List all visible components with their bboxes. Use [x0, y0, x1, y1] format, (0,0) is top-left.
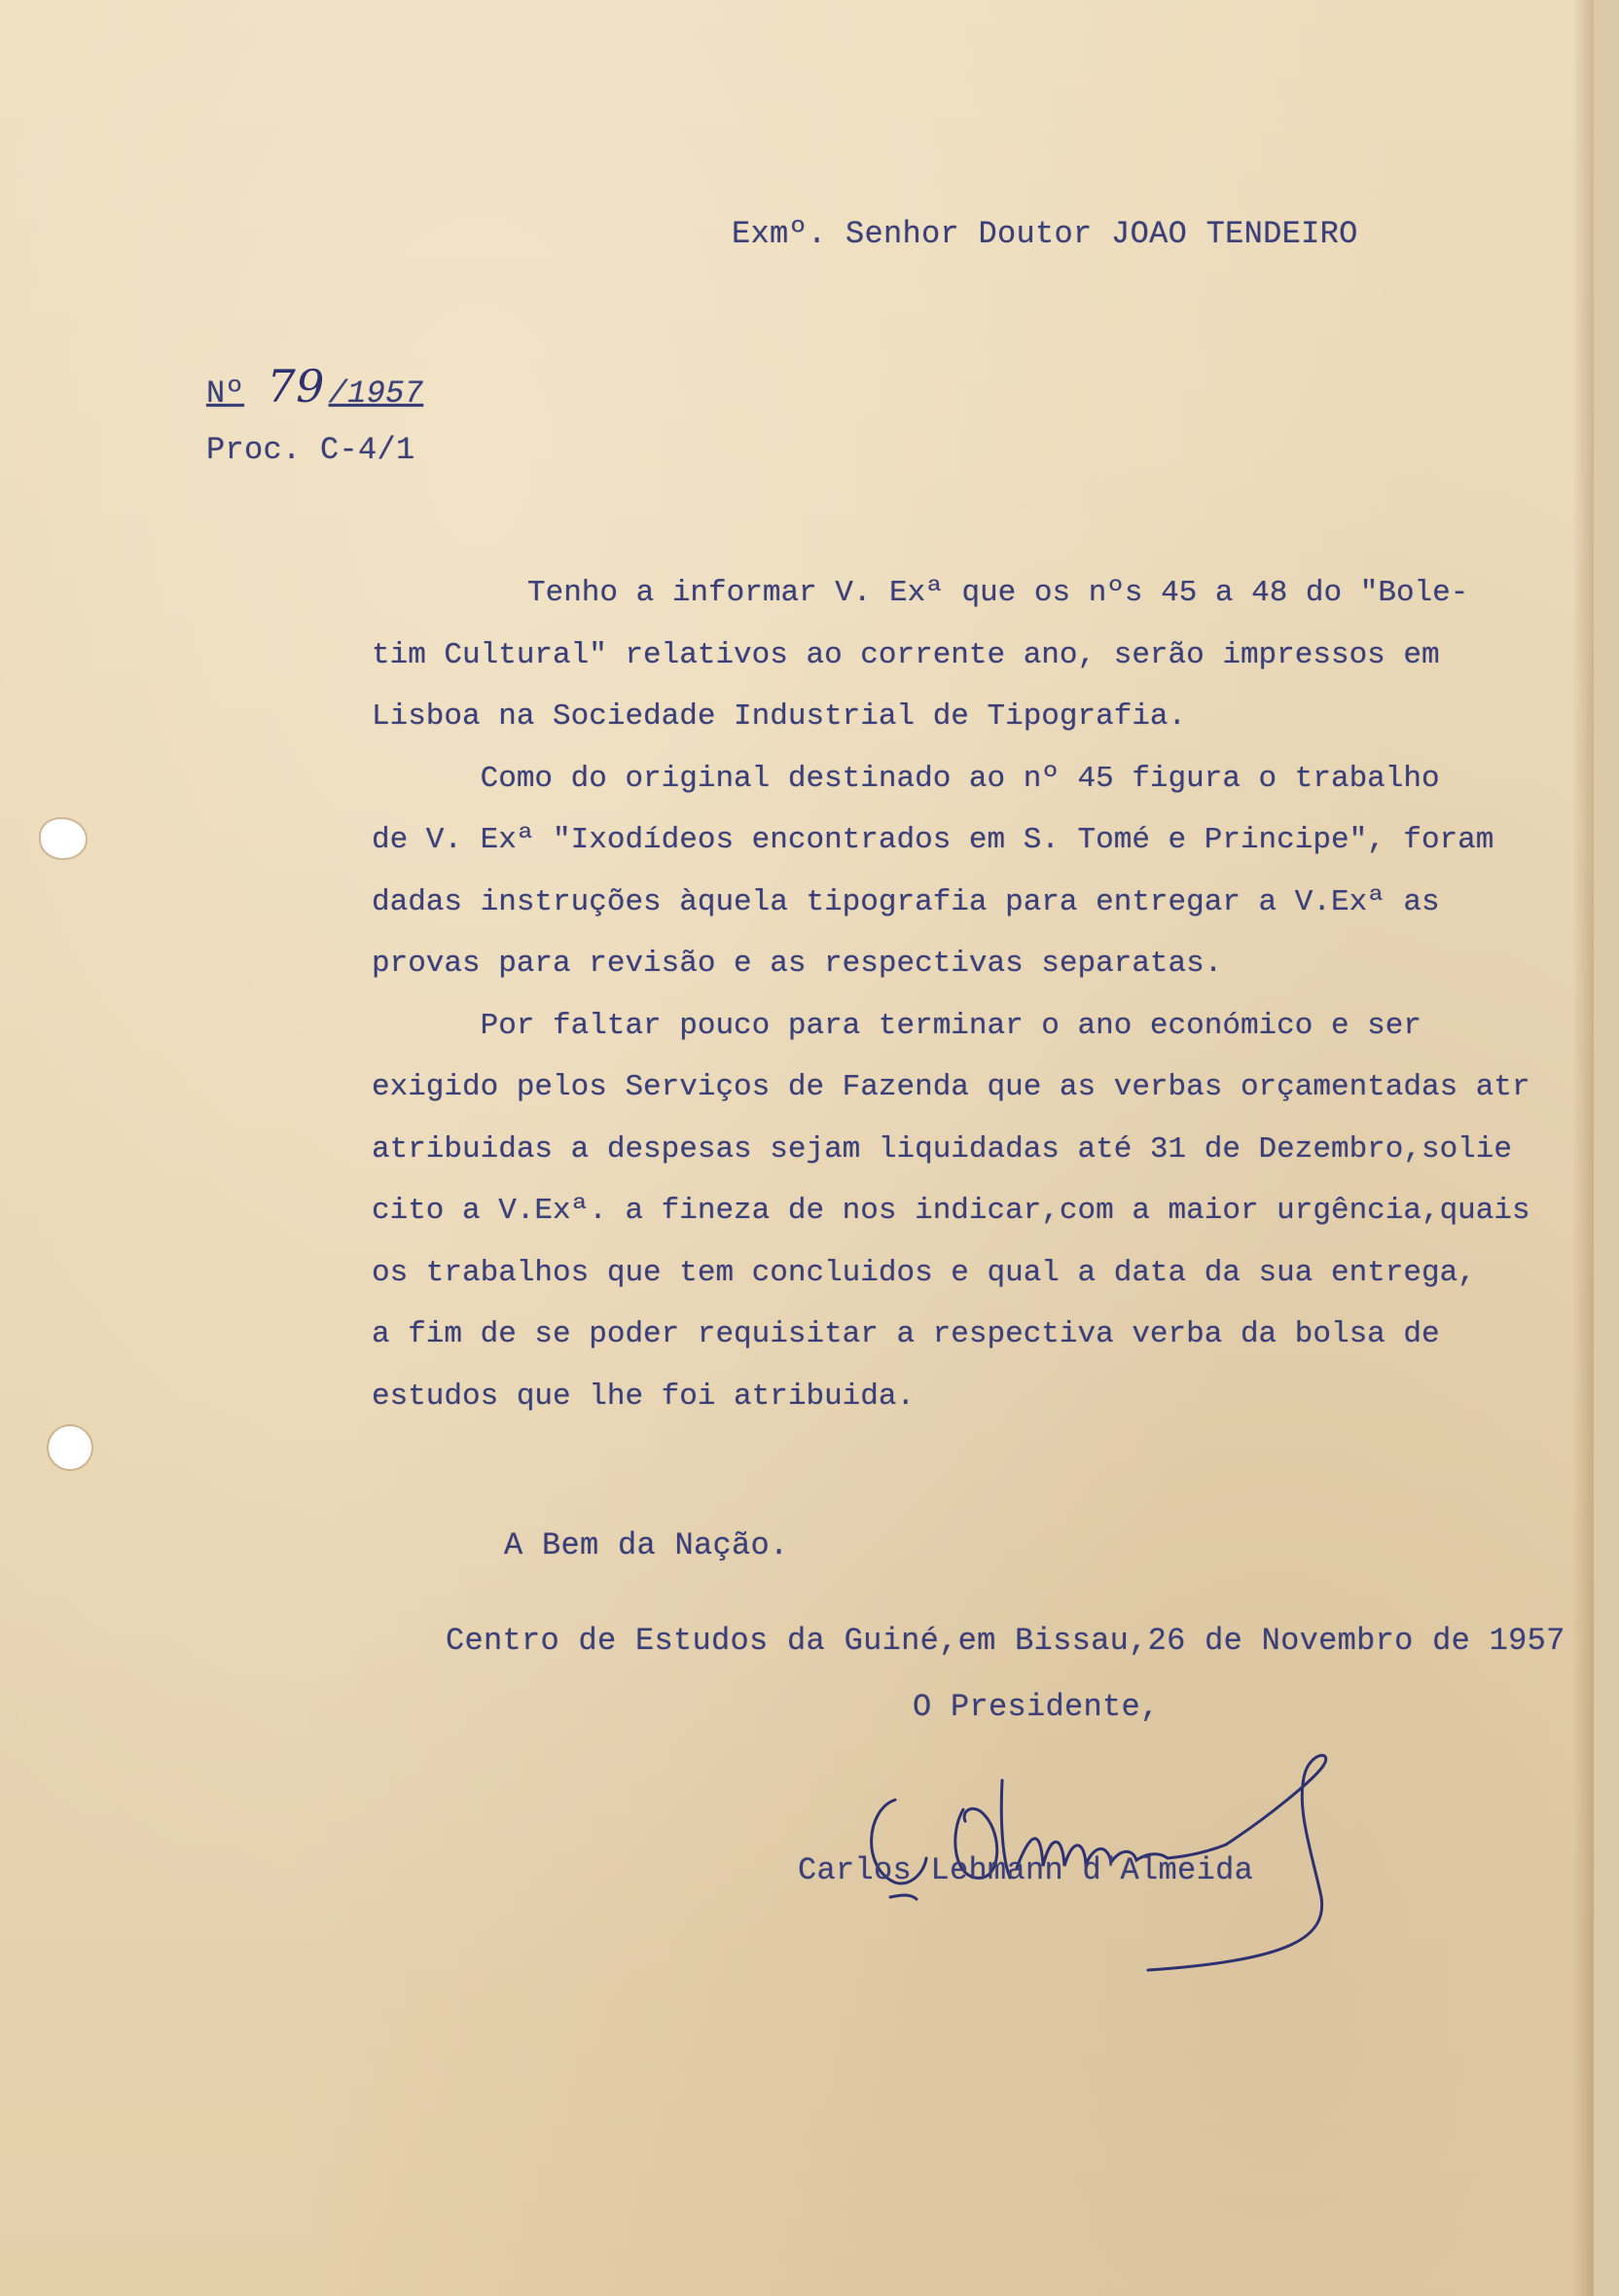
addressee-line: Exmº. Senhor Doutor JOAO TENDEIRO: [732, 216, 1358, 252]
reference-handwritten-number: 79: [267, 360, 325, 413]
letter-body: [372, 562, 1568, 1427]
closing-salutation: A Bem da Nação.: [504, 1527, 789, 1563]
page-edge-shadow: [1572, 0, 1594, 2296]
punch-hole-top: [41, 819, 86, 858]
body-line: provas para revisão e as respectivas separatas.: [372, 947, 1223, 981]
body-line: atribuidas a despesas sejam liquidadas até 31 de Dezembro,solie: [372, 1131, 1512, 1166]
body-line: dadas instruções àquela tipografia para entregar a V.Exª as: [372, 884, 1440, 919]
body-line: estudos que lhe foi atribuida.: [372, 1379, 916, 1414]
punch-hole-bottom: [49, 1426, 91, 1469]
body-line: a fim de se poder requisitar a respectiva verba da bolsa de: [372, 1317, 1440, 1351]
body-line: tim Cultural" relativos ao corrente ano, serão impressos em: [372, 637, 1440, 672]
place-and-date: Centro de Estudos da Guiné,em Bissau,26 de Novembro de 1957: [446, 1623, 1565, 1659]
body-line: Como do original destinado ao nº 45 figura o trabalho: [372, 761, 1440, 796]
body-line: Lisboa na Sociedade Industrial de Tipografia.: [372, 700, 1187, 734]
reference-year: /1957: [328, 376, 424, 412]
reference-number: [206, 360, 423, 413]
body-line: exigido pelos Serviços de Fazenda que as verbas orçamentadas atr: [372, 1070, 1530, 1104]
body-line: de V. Exª "Ixodídeos encontrados em S. Tomé e Principe", foram: [372, 823, 1494, 857]
process-reference: Proc. C-4/1: [206, 432, 415, 468]
reference-prefix: Nº: [206, 376, 245, 412]
signer-title: O Presidente,: [913, 1689, 1160, 1725]
body-line: Por faltar pouco para terminar o ano económico e ser: [372, 1008, 1421, 1043]
body-line: cito a V.Exª. a fineza de nos indicar,com a maior urgência,quais: [372, 1194, 1530, 1228]
body-line: Tenho a informar V. Exª que os nºs 45 a 48 do "Bole-: [527, 576, 1469, 610]
signer-name: Carlos Lehmann d'Almeida: [798, 1852, 1254, 1888]
body-line: os trabalhos que tem concluidos e qual a data da sua entrega,: [372, 1255, 1476, 1290]
